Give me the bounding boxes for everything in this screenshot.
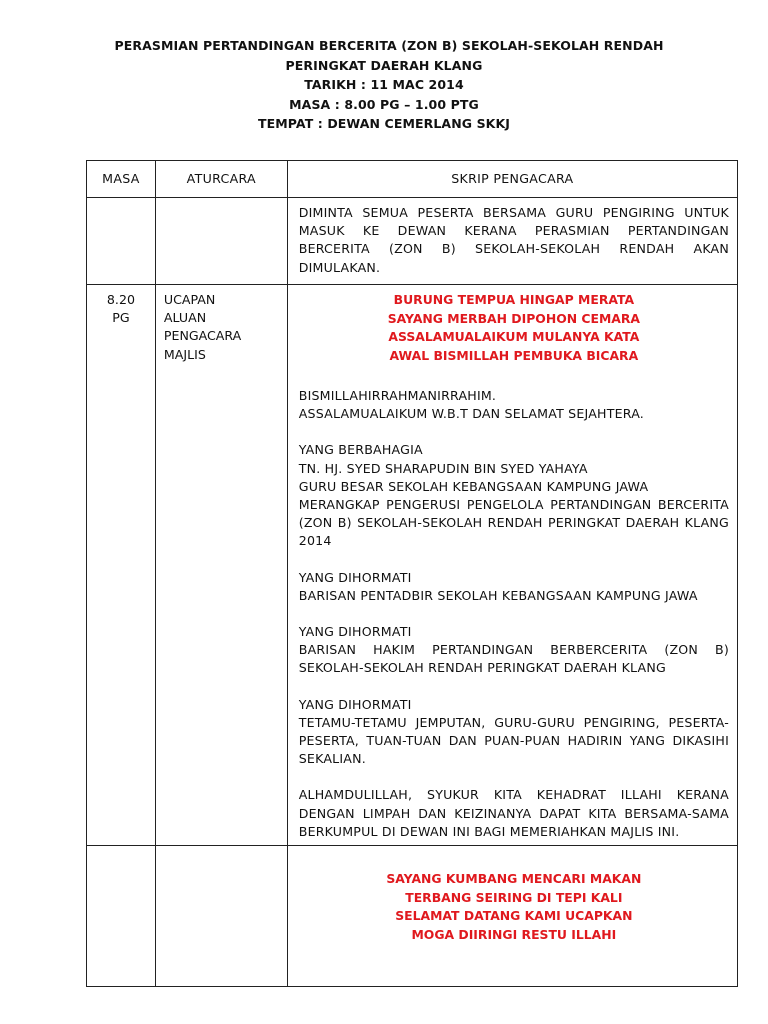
script-line: ASSALAMUALAIKUM W.B.T DAN SELAMAT SEJAHTERA.	[298, 406, 644, 422]
script-line: GURU BESAR SEKOLAH KEBANGSAAN KAMPUNG JAWA	[298, 478, 649, 494]
aturcara-cell	[155, 846, 287, 987]
document-header	[0, 36, 768, 134]
aturcara-cell	[155, 198, 287, 285]
pantun-line: BURUNG TEMPUA HINGAP MERATA	[393, 292, 635, 307]
masa-cell	[87, 846, 156, 987]
masa-cell	[87, 198, 156, 285]
masa-cell	[87, 285, 156, 846]
pantun-line: SAYANG KUMBANG MENCARI MAKAN	[386, 871, 642, 887]
aturcara-cell	[155, 285, 287, 846]
header-title: PERASMIAN PERTANDINGAN BERCERITA (ZON B) SEKOLAH-SEKOLAH RENDAH	[114, 38, 664, 53]
aturcara-label: UCAPAN ALUAN PENGACARA MAJLIS	[163, 292, 242, 362]
header-date: TARIKH : 11 MAC 2014	[304, 77, 464, 92]
pantun-welcome	[299, 870, 729, 944]
pantun-line: AWAL BISMILLAH PEMBUKA BICARA	[389, 347, 639, 363]
skrip-cell	[287, 198, 737, 285]
column-header-aturcara: ATURCARA	[155, 161, 287, 198]
script-line: YANG BERBAHAGIA	[298, 442, 423, 458]
header-subtitle: PERINGKAT DAERAH KLANG	[285, 57, 483, 73]
table-header-row	[87, 161, 738, 198]
honoree-paragraph	[299, 441, 729, 550]
script-line: BARISAN PENTADBIR SEKOLAH KEBANGSAAN KAMPUNG JAWA	[298, 587, 698, 603]
intro-announcement: DIMINTA SEMUA PESERTA BERSAMA GURU PENGIRING UNTUK MASUK KE DEWAN KERANA PERASMIAN PERTANDINGAN BERCERITA (ZON B) SEKOLAH-SEKOLAH RENDAH AKAN DIMULAKAN.	[298, 205, 729, 275]
masa-time: 8.20	[106, 292, 135, 307]
header-venue: TEMPAT : DEWAN CEMERLANG SKKJ	[257, 116, 511, 131]
judges-paragraph	[299, 623, 729, 678]
guests-paragraph	[299, 696, 729, 769]
skrip-cell	[287, 285, 737, 846]
script-line: TN. HJ. SYED SHARAPUDIN BIN SYED YAHAYA	[298, 460, 588, 476]
column-header-skrip: SKRIP PENGACARA	[287, 161, 737, 198]
agenda-table	[86, 160, 738, 987]
header-time: MASA : 8.00 PG – 1.00 PTG	[289, 96, 479, 112]
table-row	[87, 285, 738, 846]
greeting-paragraph	[299, 387, 729, 423]
table-row	[87, 846, 738, 987]
pantun-line: MOGA DIIRINGI RESTU ILLAHI	[411, 926, 617, 942]
pantun-line: SELAMAT DATANG KAMI UCAPKAN	[395, 908, 633, 924]
skrip-cell	[287, 846, 737, 987]
script-line: BISMILLAHIRRAHMANIRRAHIM.	[298, 388, 497, 403]
masa-period: PG	[112, 310, 130, 326]
script-line: BARISAN HAKIM PERTANDINGAN BERBERCERITA (ZON B) SEKOLAH-SEKOLAH RENDAH PERINGKAT DAERAH KLANG	[298, 642, 729, 676]
table-row	[87, 198, 738, 285]
script-line: YANG DIHORMATI	[298, 696, 412, 712]
column-header-masa: MASA	[87, 161, 156, 198]
script-line: YANG DIHORMATI	[298, 569, 412, 585]
script-line: MERANGKAP PENGERUSI PENGELOLA PERTANDINGAN BERCERITA (ZON B) SEKOLAH-SEKOLAH RENDAH PERINGKAT DAERAH KLANG 2014	[298, 497, 729, 549]
gratitude-paragraph	[299, 786, 729, 841]
script-line: YANG DIHORMATI	[298, 624, 412, 640]
script-line: ALHAMDULILLAH, SYUKUR KITA KEHADRAT ILLAHI KERANA DENGAN LIMPAH DAN KEIZINANYA DAPAT KITA BERSAMA-SAMA BERKUMPUL DI DEWAN INI BAGI MEMERIAHKAN MAJLIS INI.	[298, 787, 729, 839]
administrators-paragraph	[299, 569, 729, 605]
pantun-line: SAYANG MERBAH DIPOHON CEMARA	[387, 310, 641, 326]
pantun-line: ASSALAMUALAIKUM MULANYA KATA	[388, 329, 640, 344]
script-line: TETAMU-TETAMU JEMPUTAN, GURU-GURU PENGIRING, PESERTA-PESERTA, TUAN-TUAN DAN PUAN-PUAN HADIRIN YANG DIKASIHI SEKALIAN.	[298, 714, 729, 767]
pantun-opening	[299, 291, 729, 365]
pantun-line: TERBANG SEIRING DI TEPI KALI	[405, 889, 623, 905]
